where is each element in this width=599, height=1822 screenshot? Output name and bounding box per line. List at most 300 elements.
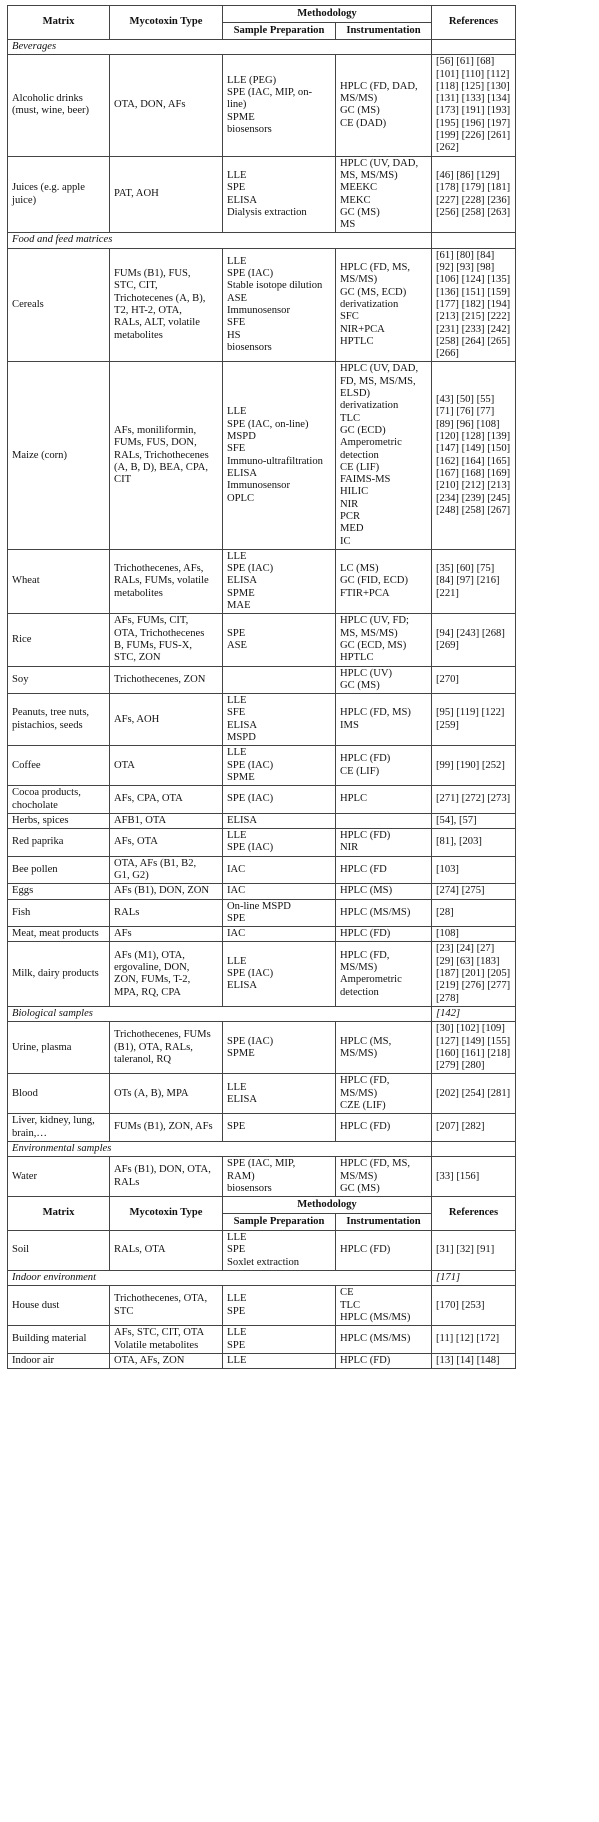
sample-prep-line: SPE — [227, 1244, 246, 1256]
table-body — [8, 6, 516, 1369]
mycotoxin-cell — [110, 813, 223, 828]
references-line: [266] — [436, 348, 459, 360]
section-title: Food and feed matrices — [8, 233, 432, 248]
mycotoxin-cell — [110, 1114, 223, 1142]
references-line: [269] — [436, 639, 459, 651]
instrumentation-cell — [336, 813, 432, 828]
mycotoxin-cell — [110, 1286, 223, 1326]
mycotoxin-line: PAT, AOH — [114, 188, 159, 200]
references-line: [274] [275] — [436, 885, 485, 897]
sample-prep-line: LLE — [227, 747, 247, 759]
sample-prep-cell — [223, 927, 336, 942]
instrumentation-line: GC (MS) — [340, 206, 380, 218]
matrix-cell — [8, 248, 110, 362]
sample-prep-line: SPE (IAC) — [227, 268, 274, 280]
sample-prep-cell — [223, 694, 336, 746]
sample-prep-line: SPE (IAC) — [227, 1035, 274, 1047]
reference-line: [142] — [436, 1007, 461, 1019]
matrix-line: chocholate — [12, 799, 58, 811]
matrix-cell — [8, 899, 110, 927]
references-line: [92] [93] [98] — [436, 262, 495, 274]
instrumentation-line: IC — [340, 535, 351, 547]
mycotoxin-line: Trichotecenes (A, B), — [114, 292, 206, 304]
references-line: [199] [226] [261] — [436, 130, 511, 142]
instrumentation-line: HPLC (FD) — [340, 1121, 391, 1133]
references-line: [46] [86] [129] — [436, 169, 500, 181]
references-cell — [432, 1022, 516, 1074]
mycotoxin-line: AFs, STC, CIT, OTA — [114, 1327, 205, 1339]
matrix-line: Urine, plasma — [12, 1041, 72, 1053]
references-line: [118] [125] [130] — [436, 80, 510, 92]
mycotoxin-cell — [110, 1074, 223, 1114]
matrix-cell — [8, 694, 110, 746]
instrumentation-line: HPLC (FD, DAD, — [340, 80, 418, 92]
table-row — [8, 856, 516, 884]
mycotoxin-cell — [110, 666, 223, 694]
sample-prep-cell — [223, 1074, 336, 1114]
table-row — [8, 813, 516, 828]
sample-prep-line: LLE — [227, 1354, 247, 1366]
mycotoxin-cell — [110, 884, 223, 899]
sample-prep-line: IAC — [227, 928, 246, 940]
references-line: [278] — [436, 992, 459, 1004]
sample-prep-line: biosensors — [227, 1182, 272, 1194]
references-line: [262] — [436, 142, 459, 154]
matrix-cell — [8, 927, 110, 942]
instrumentation-line: FAIMS-MS — [340, 474, 391, 486]
references-line: [23] [24] [27] — [436, 943, 495, 955]
table-row — [8, 1157, 516, 1197]
instrumentation-line: HPLC (UV, FD; — [340, 615, 409, 627]
instrumentation-line: HPLC (MS/MS) — [340, 1311, 411, 1323]
references-line: [120] [128] [139] — [436, 431, 511, 443]
references-cell — [432, 884, 516, 899]
mycotoxin-cell — [110, 942, 223, 1006]
sample-prep-cell — [223, 1286, 336, 1326]
instrumentation-line: MEKC — [340, 194, 371, 206]
references-line: [162] [164] [165] — [436, 455, 511, 467]
instrumentation-line: HPLC (FD, MS) — [340, 707, 411, 719]
instrumentation-line: NIR+PCA — [340, 323, 385, 335]
sample-prep-line: SPE — [227, 1339, 246, 1351]
mycotoxin-line: AFs, CPA, OTA — [114, 793, 183, 805]
matrix-line: juice) — [12, 194, 37, 206]
matrix-cell — [8, 942, 110, 1006]
mycotoxin-line: STC, ZON — [114, 652, 161, 664]
sample-prep-line: SFE — [227, 443, 246, 455]
references-line: [13] [14] [148] — [436, 1354, 500, 1366]
instrumentation-line: LC (MS) — [340, 563, 379, 575]
header-methodology: Methodology — [223, 6, 432, 23]
sample-prep-line: SPE — [227, 1305, 246, 1317]
instrumentation-line: HPLC (MS, — [340, 1035, 392, 1047]
mycotoxin-line: RALs — [114, 1176, 140, 1188]
instrumentation-cell — [336, 942, 432, 1006]
sample-prep-line: SPE — [227, 182, 246, 194]
sample-prep-line: SPE (IAC) — [227, 563, 274, 575]
matrix-cell — [8, 884, 110, 899]
sample-prep-line: SPME — [227, 1047, 255, 1059]
sample-prep-line: SFE — [227, 707, 246, 719]
matrix-cell — [8, 666, 110, 694]
mycotoxin-line: AFs — [114, 928, 132, 940]
references-line: [71] [76] [77] — [436, 406, 495, 418]
references-line: [147] [149] [150] — [436, 443, 511, 455]
section-row — [8, 1271, 516, 1286]
sample-prep-line: SPE (IAC, on-line) — [227, 418, 309, 430]
mycotoxin-cell — [110, 746, 223, 786]
instrumentation-line: GC (ECD) — [340, 424, 386, 436]
sample-prep-cell — [223, 156, 336, 233]
sample-prep-cell — [223, 1353, 336, 1368]
mycotoxin-line: RALs, ALT, volatile — [114, 317, 200, 329]
references-cell — [432, 1286, 516, 1326]
instrumentation-line: HPLC (FD) — [340, 1244, 391, 1256]
table-row — [8, 884, 516, 899]
mycotoxin-cell — [110, 899, 223, 927]
instrumentation-line: HPLC (FD) — [340, 753, 391, 765]
header-references: References — [432, 1197, 516, 1231]
matrix-cell — [8, 1286, 110, 1326]
instrumentation-line: HPLC (MS/MS) — [340, 1333, 411, 1345]
references-line: [207] [282] — [436, 1121, 485, 1133]
matrix-line: Water — [12, 1170, 38, 1182]
references-line: [43] [50] [55] — [436, 394, 495, 406]
table-row — [8, 829, 516, 857]
sample-prep-line: Immunosensor — [227, 480, 290, 492]
matrix-line: Building material — [12, 1333, 87, 1345]
header-mycotoxin: Mycotoxin Type — [110, 1197, 223, 1231]
header-methodology: Methodology — [223, 1197, 432, 1214]
references-line: [258] [264] [265] — [436, 335, 511, 347]
references-line: [61] [80] [84] — [436, 249, 495, 261]
instrumentation-line: GC (ECD, MS) — [340, 639, 407, 651]
sample-prep-cell — [223, 829, 336, 857]
instrumentation-line: MED — [340, 523, 364, 535]
section-row — [8, 233, 516, 248]
mycotoxin-line: Trichothecenes, FUMs — [114, 1029, 211, 1041]
references-line: [101] [110] [112] — [436, 68, 510, 80]
references-line: [195] [196] [197] — [436, 117, 511, 129]
references-cell — [432, 549, 516, 613]
section-title: Environmental samples — [8, 1141, 432, 1156]
matrix-line: Eggs — [12, 885, 34, 897]
instrumentation-cell — [336, 1353, 432, 1368]
sample-prep-line: ELISA — [227, 1093, 258, 1105]
instrumentation-line: TLC — [340, 412, 361, 424]
references-line: [108] — [436, 928, 459, 940]
table-row — [8, 549, 516, 613]
matrix-cell — [8, 1114, 110, 1142]
mycotoxin-line: AFs (B1), DON, ZON — [114, 885, 210, 897]
sample-prep-line: Soxlet extraction — [227, 1256, 300, 1268]
references-line: [30] [102] [109] — [436, 1023, 505, 1035]
mycotoxin-cell — [110, 614, 223, 666]
matrix-cell — [8, 362, 110, 549]
references-line: [259] — [436, 719, 459, 731]
references-cell — [432, 1231, 516, 1271]
instrumentation-cell — [336, 1231, 432, 1271]
instrumentation-cell — [336, 666, 432, 694]
matrix-line: Red paprika — [12, 836, 64, 848]
matrix-line: Meat, meat products — [12, 928, 99, 940]
matrix-cell — [8, 786, 110, 814]
sample-prep-line: LLE — [227, 1293, 247, 1305]
references-line: [94] [243] [268] — [436, 627, 505, 639]
mycotoxin-line: RALs, Trichothecenes — [114, 449, 209, 461]
sample-prep-line: RAM) — [227, 1170, 255, 1182]
instrumentation-cell — [336, 549, 432, 613]
table-row — [8, 1231, 516, 1271]
sample-prep-cell — [223, 884, 336, 899]
sample-prep-line: LLE — [227, 695, 247, 707]
instrumentation-line: derivatization — [340, 298, 399, 310]
sample-prep-line: LLE — [227, 169, 247, 181]
mycotoxin-line: OTA, Trichothecenes — [114, 627, 205, 639]
matrix-line: Herbs, spices — [12, 814, 69, 826]
matrix-line: Cereals — [12, 298, 44, 310]
instrumentation-cell — [336, 1074, 432, 1114]
matrix-cell — [8, 1022, 110, 1074]
table-row — [8, 248, 516, 362]
instrumentation-line: MS/MS) — [340, 274, 378, 286]
header-sample-prep: Sample Preparation — [223, 23, 336, 40]
instrumentation-line: HPLC (FD, MS, — [340, 1158, 411, 1170]
instrumentation-line: detection — [340, 986, 379, 998]
mycotoxin-line: G1, G2) — [114, 870, 149, 881]
instrumentation-line: FD, MS, MS/MS, — [340, 375, 416, 387]
sample-prep-cell — [223, 786, 336, 814]
table-row — [8, 1022, 516, 1074]
references-cell — [432, 1353, 516, 1368]
mycotoxin-line: OTA, AFs (B1, B2, — [114, 857, 197, 869]
instrumentation-line: MS, MS/MS) — [340, 169, 398, 181]
mycotoxin-line: B, FUMs, FUS-X, — [114, 639, 193, 651]
matrix-line: Wheat — [12, 575, 40, 587]
sample-prep-line: biosensors — [227, 341, 272, 353]
section-refs — [432, 233, 516, 248]
instrumentation-line: HPLC (FD, — [340, 949, 390, 961]
references-line: [167] [168] [169] — [436, 467, 511, 479]
mycotoxin-line: MPA, RQ, CPA — [114, 986, 181, 998]
sample-prep-cell — [223, 1326, 336, 1354]
instrumentation-line: ELSD) — [340, 388, 371, 400]
instrumentation-cell — [336, 362, 432, 549]
references-cell — [432, 156, 516, 233]
instrumentation-cell — [336, 856, 432, 884]
mycotoxin-line: RALs — [114, 906, 140, 918]
sample-prep-line: SFE — [227, 317, 246, 329]
table-row — [8, 899, 516, 927]
sample-prep-line: LLE (PEG) — [227, 74, 277, 86]
mycotoxin-cell — [110, 1353, 223, 1368]
matrix-line: Alcoholic drinks — [12, 93, 83, 105]
sample-prep-cell — [223, 614, 336, 666]
matrix-cell — [8, 1157, 110, 1197]
sample-prep-cell — [223, 899, 336, 927]
header-sample-prep: Sample Preparation — [223, 1214, 336, 1231]
instrumentation-cell — [336, 1022, 432, 1074]
references-line: [35] [60] [75] — [436, 563, 495, 575]
matrix-cell — [8, 1353, 110, 1368]
references-cell — [432, 1074, 516, 1114]
matrix-cell — [8, 746, 110, 786]
sample-prep-line: ELISA — [227, 194, 258, 206]
sample-prep-line: ASE — [227, 639, 248, 651]
references-cell — [432, 927, 516, 942]
sample-prep-line: MSPD — [227, 431, 256, 443]
mycotoxin-cell — [110, 549, 223, 613]
references-line: [131] [133] [134] — [436, 93, 511, 105]
mycotoxin-line: T2, HT-2, OTA, — [114, 305, 182, 317]
sample-prep-line: ELISA — [227, 814, 258, 826]
mycotoxin-cell — [110, 694, 223, 746]
sample-prep-line: SPE (IAC) — [227, 759, 274, 771]
table-row — [8, 666, 516, 694]
mycotoxin-line: CIT — [114, 474, 132, 486]
page — [7, 5, 515, 1369]
matrix-line: (must, wine, beer) — [12, 105, 90, 117]
references-line: [31] [32] [91] — [436, 1244, 495, 1256]
instrumentation-line: derivatization — [340, 400, 399, 412]
instrumentation-line: Amperometric — [340, 437, 402, 449]
sample-prep-line: SPE (IAC) — [227, 842, 274, 854]
references-line: [170] [253] — [436, 1299, 485, 1311]
instrumentation-line: CE (LIF) — [340, 765, 380, 777]
matrix-line: pistachios, seeds — [12, 719, 83, 731]
table-row — [8, 942, 516, 1006]
mycotoxin-line: AFB1, OTA — [114, 814, 167, 826]
instrumentation-line: GC (MS) — [340, 1182, 380, 1194]
sample-prep-line: Dialysis extraction — [227, 206, 307, 218]
matrix-cell — [8, 614, 110, 666]
mycotoxin-cell — [110, 856, 223, 884]
matrix-cell — [8, 856, 110, 884]
instrumentation-line: HPTLC — [340, 335, 374, 347]
references-line: [231] [233] [242] — [436, 323, 511, 335]
matrix-line: Cocoa products, — [12, 787, 81, 799]
instrumentation-line: HILIC — [340, 486, 369, 498]
table-row — [8, 156, 516, 233]
mycotoxin-line: OTA — [114, 759, 135, 771]
instrumentation-line: HPLC (FD, MS, — [340, 262, 411, 274]
instrumentation-line: CE (DAD) — [340, 117, 387, 129]
sample-prep-line: SPE (IAC) — [227, 968, 274, 980]
sample-prep-line: SPE (IAC) — [227, 793, 274, 805]
mycotoxin-line: FUMs, FUS, DON, — [114, 437, 197, 449]
instrumentation-line: SFC — [340, 311, 359, 323]
sample-prep-line: line) — [227, 99, 247, 111]
mycotoxin-line: taleranol, RQ — [114, 1054, 172, 1065]
references-line: [95] [119] [122] — [436, 707, 505, 719]
references-line: [11] [12] [172] — [436, 1333, 500, 1345]
section-refs — [432, 1271, 516, 1286]
sample-prep-cell — [223, 248, 336, 362]
mycotoxin-line: FUMs (B1), ZON, AFs — [114, 1121, 213, 1133]
references-line: [279] [280] — [436, 1060, 485, 1072]
mycotoxin-line: AFs, OTA — [114, 836, 158, 848]
sample-prep-line: HS — [227, 329, 241, 341]
references-cell — [432, 1114, 516, 1142]
sample-prep-line: LLE — [227, 255, 247, 267]
matrix-line: Peanuts, tree nuts, — [12, 707, 90, 719]
instrumentation-line: HPLC (FD) — [340, 1354, 391, 1366]
sample-prep-line: IAC — [227, 885, 246, 897]
mycotoxin-line: RALs, OTA — [114, 1244, 166, 1256]
matrix-cell — [8, 549, 110, 613]
mycotoxin-line: STC — [114, 1305, 134, 1317]
mycotoxin-line: Trichothecenes, ZON — [114, 673, 206, 685]
sample-prep-line: biosensors — [227, 123, 272, 135]
sample-prep-line: ELISA — [227, 575, 258, 587]
instrumentation-cell — [336, 1114, 432, 1142]
table-header-row — [8, 6, 516, 23]
references-cell — [432, 1157, 516, 1197]
sample-prep-cell — [223, 856, 336, 884]
references-cell — [432, 362, 516, 549]
header-instrumentation: Instrumentation — [336, 23, 432, 40]
table-row — [8, 55, 516, 156]
mycotoxin-cell — [110, 1157, 223, 1197]
matrix-cell — [8, 1326, 110, 1354]
mycotoxin-cell — [110, 156, 223, 233]
sample-prep-line: On-line MSPD — [227, 900, 291, 912]
mycotoxin-line: Volatile metabolites — [114, 1339, 199, 1351]
instrumentation-line: GC (MS, ECD) — [340, 286, 407, 298]
instrumentation-cell — [336, 614, 432, 666]
instrumentation-line: GC (MS) — [340, 679, 380, 691]
references-cell — [432, 666, 516, 694]
matrix-line: Indoor air — [12, 1354, 55, 1366]
instrumentation-line: HPLC (MS/MS) — [340, 906, 411, 918]
sample-prep-line: LLE — [227, 955, 247, 967]
instrumentation-cell — [336, 1157, 432, 1197]
instrumentation-line: HPLC (UV, DAD, — [340, 363, 419, 375]
sample-prep-line: LLE — [227, 550, 247, 562]
matrix-line: Fish — [12, 906, 31, 918]
matrix-cell — [8, 1074, 110, 1114]
sample-prep-line: ELISA — [227, 980, 258, 992]
sample-prep-line: LLE — [227, 1327, 247, 1339]
instrumentation-line: MS/MS) — [340, 1170, 378, 1182]
sample-prep-line: SPE — [227, 912, 246, 924]
header-mycotoxin: Mycotoxin Type — [110, 6, 223, 40]
mycotoxin-cell — [110, 1022, 223, 1074]
instrumentation-line: NIR — [340, 498, 359, 510]
sample-prep-line: ELISA — [227, 467, 258, 479]
instrumentation-line: GC (FID, ECD) — [340, 575, 408, 587]
references-line: [33] [156] — [436, 1170, 480, 1182]
table-row — [8, 1286, 516, 1326]
references-line: [271] [272] [273] — [436, 793, 511, 805]
instrumentation-line: HPLC (FD) — [340, 928, 391, 940]
mycotoxin-cell — [110, 1326, 223, 1354]
references-line: [136] [151] [159] — [436, 286, 511, 298]
mycotoxin-line: ZON, FUMs, T-2, — [114, 974, 191, 986]
references-cell — [432, 813, 516, 828]
mycotoxin-methods-table — [7, 5, 516, 1369]
section-refs — [432, 1006, 516, 1021]
instrumentation-line: detection — [340, 449, 379, 461]
header-references: References — [432, 6, 516, 40]
references-line: [221] — [436, 587, 459, 599]
instrumentation-line: CE (LIF) — [340, 461, 380, 473]
section-title: Biological samples — [8, 1006, 432, 1021]
instrumentation-line: HPTLC — [340, 652, 374, 664]
references-cell — [432, 614, 516, 666]
sample-prep-cell — [223, 666, 336, 694]
mycotoxin-cell — [110, 1231, 223, 1271]
